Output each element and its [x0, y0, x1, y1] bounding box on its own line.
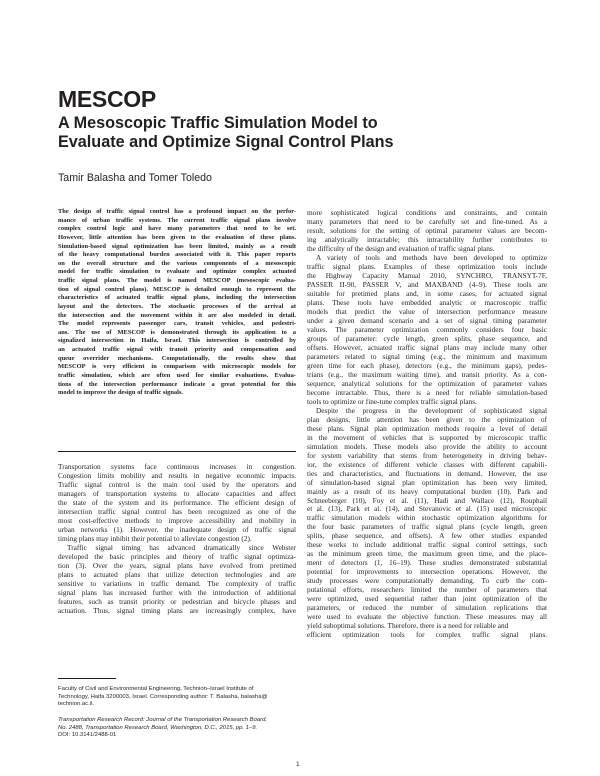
text-line: many parameters that need to be carefully set and fine-tuned. As a — [307, 216, 547, 226]
footnote-line: Faculty of Civil and Environmental Engineering, Technion–Israel Institute of — [58, 686, 254, 692]
text-line: most cost-effective methods to improve accessibility and mobility in — [58, 515, 296, 525]
text-line: the difficulty of the design and evaluation of traffic signal plans. — [307, 243, 495, 253]
footnote-line: Transportation Research Record: Journal of the Transportation Research Board, — [58, 717, 268, 723]
text-line: suitable for pretimed plans and, in some cases, for actuated signal — [307, 288, 547, 298]
text-line: become intractable. Thus, there is a need for reliable simulation-based — [307, 387, 547, 397]
text-line: signalized intersection in Haifa, Israel. This intersection is controlled by — [58, 337, 296, 345]
title-line: A Mesoscopic Traffic Simulation Model to — [58, 114, 378, 132]
text-line: sequence, analytical solutions for the optimization of parameter values — [307, 378, 547, 388]
text-line: were optimized, used sequential rather than joint optimization of the — [307, 594, 547, 604]
text-line: The model represents passenger cars, transit vehicles, and pedestri- — [58, 320, 296, 328]
text-line: developed the basic principles and theory of traffic signal optimiza- — [58, 551, 296, 561]
text-line: plan designs, little attention has been given to the optimization of — [307, 414, 547, 424]
text-line: mainly as a result of its heavy computational burden (10). Park and — [307, 486, 547, 496]
text-line: splits, phase sequence, and offsets). A few other studies expanded — [307, 531, 547, 541]
footnote-journal — [58, 717, 296, 740]
text-line: the state of the system and its performance. The efficient design of — [58, 497, 296, 507]
text-line: yield suboptimal solutions. Therefore, there is a need for reliable and — [307, 621, 509, 631]
paper-title — [58, 114, 458, 152]
text-line: MESCOP is very efficient in comparison with microscopic models for — [58, 363, 296, 371]
text-line: Schneeberger (10), Foy et al. (11), Hadi and Wallace (12), Rouphail — [307, 495, 547, 505]
text-line: for system variability that stems from heterogeneity in driving behav- — [307, 450, 547, 460]
text-line: Despite the progress in the development of sophisticated signal — [316, 405, 547, 415]
text-line: intersection traffic signal control has been recognized as one of the — [58, 506, 296, 516]
text-line: values. The parameter optimization commonly considers four basic — [307, 324, 547, 334]
text-line: signal plans has increased further with the introduction of additional — [58, 587, 296, 597]
text-line: model for traffic simulation to evaluate and optimize complex actuated — [58, 268, 296, 276]
text-line: However, little attention has been given to the evaluation of these plans. — [58, 233, 296, 241]
text-line: the Highway Capacity Manual 2010, SYNCHRO, TRANSYT-7F, — [307, 270, 547, 280]
text-line: tion of signal control plans). MESCOP is detailed enough to represent the — [58, 285, 296, 293]
footnote-line: technion.ac.il. — [58, 701, 95, 708]
text-line: the intersection and the movement within it are also modeled in detail. — [58, 311, 296, 319]
text-line: plans to actuated plans that utilize detection technologies and are — [58, 569, 296, 579]
text-line: actuation. Thus, signal timing plans are increasingly complex, have — [58, 605, 296, 615]
footnote-line: Technology, Haifa 3200003, Israel. Corresponding author: T. Balasha, balasha@ — [58, 693, 268, 700]
text-line: ans. The use of MESCOP is demonstrated through its application to a — [58, 328, 296, 336]
text-line: The design of traffic signal control has a profound impact on the perfor- — [58, 208, 296, 215]
text-line: Transportation systems face continuous increases in congestion. — [58, 462, 296, 471]
text-line: traffic simulation, which are often used for similar evaluations. Evalua- — [58, 371, 296, 379]
text-line: tools to optimize or fine-tune complex traffic signal plans. — [307, 396, 477, 406]
text-line: urban networks (1). However, the inadequate design of traffic signal — [58, 524, 296, 534]
text-line: tions of the intersection performance indicate a great potential for this — [58, 380, 296, 388]
text-line: ties and characteristics, and fluctuations in demand. However, the use — [307, 468, 547, 478]
text-line: more sophisticated logical conditions and constraints, and contain — [307, 208, 547, 217]
footnote-line: No. 2488, Transportation Research Board, Washington, D.C., 2015, pp. 1–9. — [58, 724, 258, 731]
text-line: ing analytically intractable; this intractability further contributes to — [307, 234, 547, 244]
text-line: trians (e.g., the maximum waiting time), and transit priority. As a con- — [307, 369, 547, 379]
authors: Tamir Balasha and Tomer Toledo — [58, 172, 212, 184]
text-line: parameters related to signal timing (e.g., the minimum and maximum — [307, 351, 547, 361]
text-line: on the overall structure and the various components of a mesoscopic — [58, 259, 296, 267]
text-line: in the movement of vehicles that is supported by microscopic traffic — [307, 432, 547, 442]
text-line: putational efforts, researchers limited the number of parameters that — [307, 585, 547, 595]
text-line: groups of parameter: cycle length, green splits, phase sequence, and — [307, 333, 547, 343]
text-line: mance of urban traffic systems. The current traffic signal plans involve — [58, 216, 296, 224]
text-line: models that predict the value of intersection performance measure — [307, 306, 547, 316]
text-line: traffic signal plans. Examples of these optimization tools include — [307, 261, 547, 271]
text-line: et al. (13), Park et al. (14), and Stevanovic et al. (15) used microscopic — [307, 504, 547, 514]
text-line: complex control logic and have many parameters that need to be set. — [58, 225, 296, 233]
text-line: these works to include additional traffic signal control settings, such — [307, 540, 547, 550]
text-line: model to improve the design of traffic signals. — [58, 389, 184, 397]
footnote-affiliation — [58, 686, 296, 709]
footnote-divider — [58, 678, 116, 679]
text-line: study processes were computationally demanding. To curb the com- — [307, 576, 547, 586]
text-line: A variety of tools and methods have been developed to optimize — [316, 252, 547, 262]
text-line: simulation models. These models also provide the ability to account — [307, 441, 547, 451]
text-line: PASSER II-90, PASSER V, and MAXBAND (4–9). These tools are — [307, 279, 547, 289]
text-line: Congestion limits mobility and results in negative economic impacts. — [58, 470, 296, 480]
text-line: timing plans may inhibit their potential to alleviate congestion (2). — [58, 533, 252, 543]
text-line: ior, the existence of different vehicle classes with different capabili- — [307, 459, 547, 469]
text-line: these plans. Signal plan optimization methods require a level of detail — [307, 423, 547, 433]
text-line: traffic signal plans. The model is named MESCOP (mesoscopic evalua- — [58, 277, 296, 284]
page-number: 1 — [296, 761, 300, 768]
paper-acronym: MESCOP — [58, 86, 156, 112]
text-line: Traffic signal control is the main tool used by the operators and — [58, 479, 296, 489]
title-line: Evaluate and Optimize Signal Control Plans — [58, 133, 394, 151]
introduction-text — [58, 462, 296, 615]
text-line: result, solutions for the setting of optimal parameter values are becom- — [307, 225, 547, 235]
text-line: parameters, or reduced the number of simulation replications that — [307, 603, 547, 613]
text-line: of the heavy computational burden associated with it. This paper reports — [58, 251, 296, 259]
text-line: plans. These tools have embedded analytic or macroscopic traffic — [307, 297, 547, 307]
text-line: as the minimum green time, the maximum green time, and the place- — [307, 549, 547, 559]
text-line: efficient optimization tools for complex traffic signal plans. — [307, 630, 547, 640]
text-line: potential for improvements to intersection operations. However, the — [307, 567, 547, 577]
text-line: of simulation-based signal plan optimization has been very limited, — [307, 477, 547, 487]
text-line: the four basic parameters of traffic signal plans (cycle length, green — [307, 522, 547, 532]
abstract-divider — [58, 451, 296, 452]
text-line: features, such as transit priority or pedestrian and bicycle phases and — [58, 596, 296, 606]
text-line: sensitive to variations in traffic demand. The complexity of traffic — [58, 578, 296, 588]
abstract — [58, 208, 296, 398]
text-line: Traffic signal timing has advanced dramatically since Webster — [67, 542, 296, 552]
footnote-doi: DOI: 10.3141/2488-01 — [58, 732, 117, 739]
text-line: Simulation-based signal optimization has been limited, mainly as a result — [58, 242, 296, 250]
text-line: ment of detectors (1, 16–19). These studies demonstrated substantial — [307, 558, 547, 568]
text-line: green time for each phase), detectors (e.g., the minimum gaps), pedes- — [307, 360, 547, 370]
right-column-text — [307, 208, 547, 639]
text-line: traffic simulation models within stochastic optimization algorithms for — [307, 513, 547, 523]
text-line: tion (3). Over the years, signal plans have evolved from pretimed — [58, 560, 296, 570]
text-line: characteristics of actuated traffic signal plans, including the intersection — [58, 294, 296, 302]
text-line: an actuated traffic signal with transit priority and compensation and — [58, 346, 296, 353]
text-line: managers of transportation systems to allocate capacities and affect — [58, 488, 296, 498]
text-line: were used to evaluate the objective function. These measures may all — [307, 612, 547, 622]
text-line: queue overrider mechanisms. Computationally, the results show that — [58, 354, 296, 362]
text-line: under a given demand scenario and a set of signal timing parameter — [307, 315, 547, 325]
text-line: layout and the detectors. The stochastic processes of the arrival at — [58, 302, 296, 310]
text-line: offsets. However, actuated traffic signal plans may include many other — [307, 342, 547, 352]
